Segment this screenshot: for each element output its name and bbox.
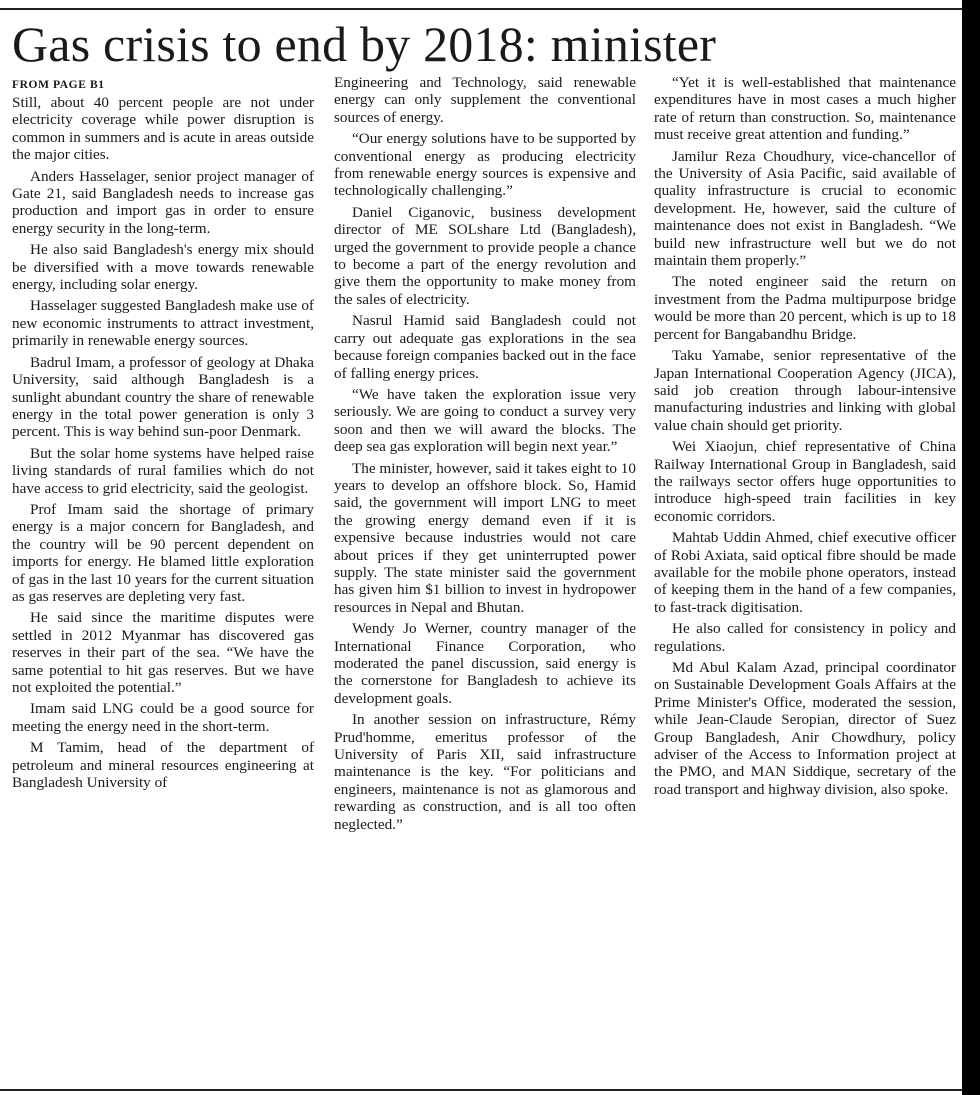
paragraph: “Yet it is well-established that maintenance expenditures have in most cases a much higher rate of return than construction. So, maintenance must receive great attention and funding.” [654,74,956,144]
paragraph: Mahtab Uddin Ahmed, chief executive officer of Robi Axiata, said optical fibre should be made available for the mobile phone operators, instead of keeping them in the hand of a few companies, to fast-track digitisation. [654,529,956,616]
paragraph: Badrul Imam, a professor of geology at Dhaka University, said although Bangladesh is a sunlight abundant country the share of renewable energy in the total power generation is only 3 percent. This is way behind sun-poor Denmark. [12,353,314,441]
paragraph: But the solar home systems have helped raise living standards of rural families which do not have access to grid electricity, said the geologist. [12,444,314,497]
paragraph: Hasselager suggested Bangladesh make use of new economic instruments to attract investment, primarily in renewable energy sources. [12,297,314,350]
paragraph: Jamilur Reza Choudhury, vice-chancellor of the University of Asia Pacific, said available of quality infrastructure is crucial to economic development. He, however, said the culture of maintenance does not exist in Bangladesh. “We build new infrastructure well but we do not maintain them properly.” [654,147,956,270]
paragraph: Imam said LNG could be a good source for meeting the energy need in the short-term. [12,700,314,735]
paragraph: “Our energy solutions have to be supported by conventional energy as producing electricity from renewable energy sources is expensive and technologically challenging.” [334,130,636,200]
article-headline: Gas crisis to end by 2018: minister [12,16,717,72]
paragraph: Wei Xiaojun, chief representative of China Railway International Group in Bangladesh, said the railways sector offers huge opportunities to introduce high-speed train facilities in key economic corridors. [654,438,956,525]
paragraph: Engineering and Technology, said renewable energy can only supplement the conventional sources of energy. [334,74,636,126]
article-column-2 [334,74,636,837]
paragraph: In another session on infrastructure, Rémy Prud'homme, emeritus professor of the University of Paris XII, said infrastructure maintenance is the key. “For politicians and engineers, maintenance is not as glamorous and rewarding as construction, and is all too often neglected.” [334,711,636,833]
bottom-rule [0,1089,962,1091]
continuation-kicker: FROM PAGE B1 [12,79,105,91]
paragraph: Wendy Jo Werner, country manager of the International Finance Corporation, who moderated the panel discussion, said energy is the cornerstone for Bangladesh to achieve its development goals. [334,620,636,707]
article-column-3 [654,74,956,802]
paragraph: He said since the maritime disputes were settled in 2012 Myanmar has discovered gas reserves in their part of the sea. “We have the same potential to hit gas reserves. But we have not exploited the potential.” [12,609,314,696]
paragraph: He also said Bangladesh's energy mix should be diversified with a move towards renewable energy, including solar energy. [12,241,314,294]
paragraph: Taku Yamabe, senior representative of the Japan International Cooperation Agency (JICA), said job creation through labour-intensive manufacturing industries and linking with global value chain should get priority. [654,347,956,434]
paragraph: Daniel Ciganovic, business development director of ME SOLshare Ltd (Bangladesh), urged the government to provide people a chance to become a part of the energy revolution and give them the opportunity to make money from the sales of electricity. [334,203,636,308]
paragraph: Prof Imam said the shortage of primary energy is a major concern for Bangladesh, and the country will be 90 percent dependent on imports for energy. He blamed little exploration of gas in the last 10 years for the current situation as gas reserves are depleting very fast. [12,500,314,605]
paragraph: The noted engineer said the return on investment from the Padma multipurpose bridge would be more than 20 percent, which is up to 18 percent for Bangabandhu Bridge. [654,273,956,343]
top-rule [0,8,962,10]
paragraph: Md Abul Kalam Azad, principal coordinator on Sustainable Development Goals Affairs at the Prime Minister's Office, moderated the session, while Jean-Claude Seropian, director of Suez Group Bangladesh, Anir Chowdhury, policy adviser of the Access to Information project at the PMO, and MAN Siddique, secretary of the road transport and highway division, also spoke. [654,659,956,798]
article-column-1 [12,78,314,795]
paragraph: M Tamim, head of the department of petroleum and mineral resources engineering at Bangladesh University of [12,739,314,792]
paragraph: “We have taken the exploration issue very seriously. We are going to conduct a survey very soon and then we will award the blocks. The deep sea gas exploration will begin next year.” [334,385,636,456]
paragraph: The minister, however, said it takes eight to 10 years to develop an offshore block. So, Hamid said, the government will import LNG to meet the growing energy demand even if it is expensive because industries would not care about prices if they get uninterrupted power supply. The state minister said the government has given him $1 billion to invest in hydropower resources in Nepal and Bhutan. [334,459,636,616]
paragraph: Still, about 40 percent people are not under electricity coverage while power disruption is common in summers and is acute in areas outside the major cities. [12,94,314,164]
paragraph: He also called for consistency in policy and regulations. [654,620,956,655]
paragraph: Nasrul Hamid said Bangladesh could not carry out adequate gas explorations in the sea because foreign companies backed out in the face of falling energy prices. [334,312,636,382]
right-edge-bar [962,0,980,1095]
paragraph: Anders Hasselager, senior project manager of Gate 21, said Bangladesh needs to increase gas production and import gas in order to ensure energy security in the long-term. [12,167,314,237]
